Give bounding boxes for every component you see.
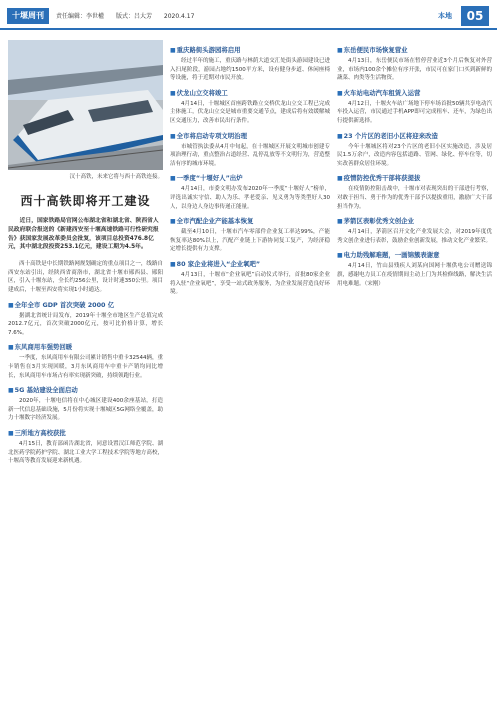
brief-heading: ■ 东岳便民市场恢复营业: [337, 45, 492, 54]
article-title: 西十高铁即将开工建设: [20, 194, 151, 208]
news-brief: [337, 45, 492, 83]
news-brief: [337, 250, 492, 288]
brief-heading: ■ 5G 基站建设全面启动: [8, 385, 163, 394]
news-brief: [8, 342, 163, 380]
brief-heading: ■ 电力助残解难题，一画锦簇表谢意: [337, 250, 492, 259]
brief-heading: ■ 重庆路街头游园将启用: [170, 45, 330, 54]
page-header: [0, 0, 497, 30]
train-photo: [8, 40, 163, 170]
brief-body: 经过半年的施工，重庆路与林荫大道交汇处街头游园建设已进入扫尾阶段，游园占地约1500平方米，设有健身步道、休闲座椅等设施，将于近期对市民开放。: [170, 58, 330, 82]
brief-heading: ■ 全市将启动专项文明治理: [170, 131, 330, 140]
brief-body: 4月13日，十堰市“企业氧吧”启动仪式举行，首批80家企业将入驻“企业氧吧”，享受一站式政务服务，为企业发展营造良好环境。: [170, 271, 330, 296]
editorial-credits: [56, 11, 204, 20]
brief-heading: ■ 伏龙山立交将竣工: [170, 88, 330, 97]
news-brief: [8, 300, 163, 338]
news-brief: [337, 216, 492, 245]
column-middle: [170, 40, 330, 695]
brief-body: 4月14日，竹山县残疾人刘某向国网十堰供电公司赠送锦旗，感谢电力员工在疫情期间主动上门为其检修线路，解决生活用电难题。（宋刚）: [337, 263, 492, 287]
news-brief: [170, 259, 330, 297]
news-brief: [8, 428, 163, 466]
section-name: 本地: [438, 12, 452, 20]
brief-body: 4月13日，东岳便民市场在暂停营业近3个月后恢复对外营业，市场内100余个摊位有序开张，市民可在家门口买到新鲜的蔬菜、肉类等生活物资。: [337, 58, 492, 82]
brief-heading: ■ 疫情防控优秀干部将获提拔: [337, 173, 492, 182]
brief-heading: ■ 东风商用车强势回暖: [8, 342, 163, 351]
brief-body: 4月14日，市委文明办发布2020年一季度“十堰好人”榜单，评选出诚实守信、助人为乐、孝老爱亲、见义勇为等类型好人30人，以身边人身边事传递正能量。: [170, 186, 330, 210]
news-brief: [170, 131, 330, 169]
brief-heading: ■ 80 家企业将进入“企业氧吧”: [170, 259, 330, 268]
news-brief: [337, 88, 492, 126]
brief-heading: ■ 一季度“十堰好人”出炉: [170, 173, 330, 182]
news-brief: [170, 45, 330, 83]
column-right: [337, 40, 492, 695]
brief-heading: ■ 23 个片区的老旧小区将迎来改造: [337, 131, 492, 140]
masthead-logo: 十堰周刊: [7, 8, 49, 24]
brief-heading: ■ 全年全市 GDP 首次突破 2000 亿: [8, 300, 163, 309]
news-brief: [170, 88, 330, 126]
brief-heading: ■ 三所地方高校获批: [8, 428, 163, 437]
brief-body: 一季度，东风商用车有限公司累计销售中重卡32544辆，重卡销售在3月实现回暖，3月东风商用车中重卡产销均同比增长，东风商用车市场占有率实现新突破，持续领跑行业。: [8, 355, 163, 379]
brief-body: 市城管执法委从4月中旬起，在十堰城区开展文明城市创建专项治理行动，重点整治占道经营、乱停乱放等不文明行为，营造整洁有序的城市环境。: [170, 143, 330, 167]
news-brief: [170, 216, 330, 254]
designer-credit: 版式：吕大芳: [115, 13, 152, 20]
brief-heading: ■ 全市汽配企业产能基本恢复: [170, 216, 330, 225]
brief-body: 截至4月10日，十堰市汽车零部件企业复工率达99%，产能恢复率达80%以上，汽配产业链上下游协同复工复产，为经济稳定增长提供有力支撑。: [170, 229, 330, 253]
news-brief: [170, 173, 330, 211]
photo-caption: 汉十高铁，未来它将与西十高铁连接。: [69, 174, 163, 180]
page-number: 05: [461, 6, 489, 26]
brief-body: 今年十堰城区将对23个片区的老旧小区实施改造，涉及居民1.5万余户，改造内容包括道路、管网、绿化、停车位等，切实改善群众居住环境。: [337, 143, 492, 167]
column-left: [8, 40, 163, 695]
article-paragraph: 西十高铁是中长期铁路网规划确定的重点项目之一，线路自西安东站引出，经陕西省商洛市，湖北省十堰市郧西县、郧阳区，引入十堰东站，全长约256公里，设计时速350公里。项目建成后，十堰至西安将实现1小时通达。: [8, 261, 163, 293]
high-speed-train-image: [8, 40, 163, 170]
brief-heading: ■ 茅箭区表彰优秀文创企业: [337, 216, 492, 225]
brief-body: 2020年，十堰电信将在中心城区建设400余座基站，打造新一代信息基础设施，5月份将实现十堰城区5G网络全覆盖，助力十堰数字经济发展。: [8, 398, 163, 422]
brief-body: 4月14日，茅箭区召开文化产业发展大会，对2019年度优秀文创企业进行表彰，鼓励企业创新发展，推动文化产业繁荣。: [337, 229, 492, 244]
brief-body: 4月12日，十堰火车站广场地下停车场首批50辆共享电动汽车投入运营，市民通过手机APP即可完成租车、还车，为绿色出行提供新选择。: [337, 100, 492, 124]
brief-body: 据湖北省统计局发布，2019年十堰全市地区生产总值完成2012.7亿元，首次突破2000亿元，按可比价格计算，增长7.6%。: [8, 312, 163, 336]
issue-date: 2020.4.17: [163, 13, 195, 20]
brief-body: 4月15日，教育部函告湖北省，同意设置汉江师范学院、湖北医药学院药护学院、湖北工业大学工程技术学院等地方高校，十堰高等教育发展迎来新机遇。: [8, 440, 163, 465]
editor-credit: 责任编辑：李世權: [56, 13, 105, 20]
article-lead: 近日，国家铁路局官网公布湖北省和湖北省、陕西省人民政府联合报送的《新建西安至十堰高速铁路可行性研究报告》获国家发展改革委员会批复，该项目总投资476.8亿元，其中湖北段投资253.1亿元，建设工期为4.5年。: [8, 218, 159, 251]
news-brief: [337, 173, 492, 211]
news-brief: [8, 385, 163, 423]
brief-heading: ■ 火车站电动汽车租赁入运营: [337, 88, 492, 97]
brief-body: 在疫情防控阻击战中，十堰市对表现突出的干部进行考察，对敢于担当、勇于作为的优秀干部予以提拔重用，激励广大干部担当作为。: [337, 186, 492, 210]
brief-body: 4月14日，十堰城区首座跨铁路立交桥伏龙山立交工程已完成主体施工，伏龙山立交是城市重要交通节点，建成后将有效缓解城区交通压力，改善市民出行条件。: [170, 100, 330, 124]
news-brief: [337, 131, 492, 169]
